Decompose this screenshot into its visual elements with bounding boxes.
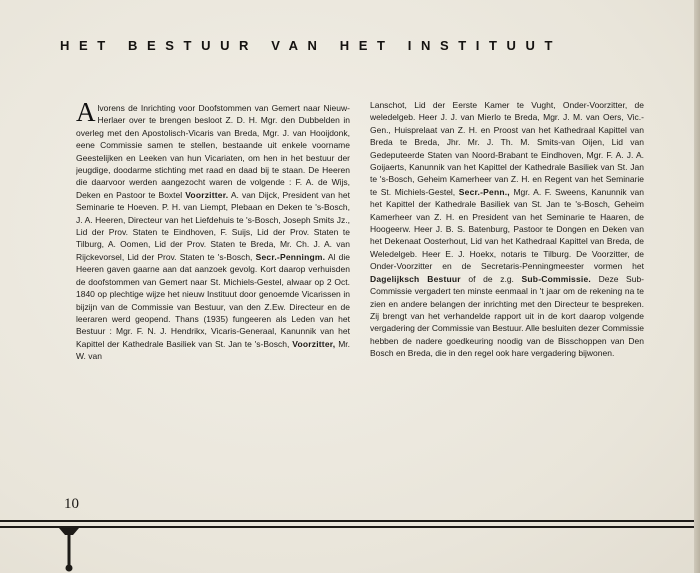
text-segment: Mgr. A. F. Sweens, Kanunnik van het Kapittel der Kathedrale Basiliek van St. Jan te 's-Bosch, Geheim Kamerheer van Z. H. en President van het Seminarie te Haaren, de Hoogeerw. Heer J. B. S. Batenburg, Pastoor te Dongen en Deken van het Dekenaat Oosterhout, Lid van het Kathedraal Kapittel van Breda, de Weledelgeb. Heer E. J. Hoekx, notaris te Tilburg. De Voorzitter, de Onder-Voorzitter en de Secretaris-Penningmeester vormen het — [370, 186, 644, 272]
text-segment: Mr. W. van — [76, 338, 350, 362]
left-text-column — [76, 102, 350, 482]
left-column-paragraph — [76, 102, 350, 363]
bold-term: Voorzitter, — [292, 338, 336, 349]
text-segment: A. van Dijck, President van het Seminarie te Hoeven. P. H. van Liempt, Plebaan en Deken te 's-Bosch, J. A. Heeren, Directeur van het Liefdehuis te 's-Bosch, Joseph Smits Jz., Lid der Prov. Staten te Eindhoven, F. Suijs, Lid der Prov. Staten te Tilburg, A. Oomen, Lid der Prov. Staten te Breda, Mr. Ch. J. A. van Rijckevorsel, Lid der Prov. Staten te 's-Bosch, — [76, 189, 350, 262]
text-segment: Deze Sub-Commissie vergadert ten minste eenmaal in 't jaar om de rekening na te zien en andere belangen der inrichting met den Directeur te bespreken. Zij brengt van het verhandelde rapport uit in de kort daarop volgende vergadering der Commissie van Bestuur. Alle besluiten dezer Commissie hebben de nadere goedkeuring noodig van de Bisschoppen van Den Bosch en Breda, die in den regel ook hare vergadering bijwonen. — [370, 273, 644, 359]
footer-rule-top — [0, 520, 694, 522]
page-heading: HET BESTUUR VAN HET INSTITUUT — [60, 38, 563, 53]
footer-ornament-icon — [58, 527, 80, 573]
bold-term: Dagelijksch Bestuur — [370, 273, 461, 284]
bold-term: Secr.-Penn., — [458, 186, 510, 197]
text-segment: Lanschot, Lid der Eerste Kamer te Vught, Onder-Voorzitter, de weledelgeb. Heer J. J. van Mierlo te Breda, Mgr. J. M. van Oers, Vic.-Gen., Huisprelaat van Z. H. en Proost van het Kathedraal Kapittel van Breda te Breda, Jhr. Mr. J. Th. M. Smits-van Oijen, Lid van Gedeputeerde Staten van Noord-Brabant te Eindhoven, Mgr. F. A. J. A. Goijaerts, Kanunnik van het Kapittel der Kathedrale Basiliek van St. Jan te 's-Bosch, Geheim Kamerheer van Z. H. en Regent van het Seminarie te St. Michiels-Gestel, — [370, 100, 644, 197]
text-segment: of de z.g. — [460, 273, 522, 284]
bold-term: Secr.-Penningm. — [255, 251, 326, 262]
footer-rule-bottom — [0, 526, 694, 528]
right-column-paragraph — [370, 99, 644, 360]
bold-term: Sub-Commissie. — [521, 273, 591, 284]
page-number: 10 — [64, 496, 79, 512]
text-segment: Al die Heeren gaven gaarne aan dat aanzoek gevolg. Kort daarop verhuisden de doofstommen van Gemert naar St. Michiels-Gestel, alwaar op 2 Oct. 1840 op plechtige wijze het nieuw Instituut door genoemde Vicarissen in bijzijn van de Commissie van Bestuur, van den Z.Ew. Directeur en de leeraren werd geopend. Thans (1935) fungeeren als Leden van het Bestuur : Mgr. F. N. J. Hendrikx, Vicaris-Generaal, Kanunnik van het Kapittel der Kathedrale Basiliek van St. Jan te 's-Bosch, — [76, 251, 350, 349]
right-text-column — [370, 99, 644, 479]
bold-term: Voorzitter. — [185, 189, 229, 200]
text-segment: lvorens de Inrichting voor Doofstommen van Gemert naar Nieuw-Herlaer over te brengen besloot Z. D. H. Mgr. den Dubbelden in overleg met den Apostolisch-Vicaris van Breda, Mgr. J. van Hooijdonk, eene Commissie samen te stellen, bestaande uit enkele voorname Geestelijken en Leeken van hun Vicariaten, om hen in het bestuur der jeugdige, doodarme stichting met raad en daad bij te staan. De Heeren die daarvoor werden aangezocht waren de volgende : F. A. de Wijs, Deken en Pastoor te Boxtel — [76, 103, 350, 200]
drop-capital: A — [76, 102, 96, 127]
page-edge-shadow — [694, 0, 700, 573]
